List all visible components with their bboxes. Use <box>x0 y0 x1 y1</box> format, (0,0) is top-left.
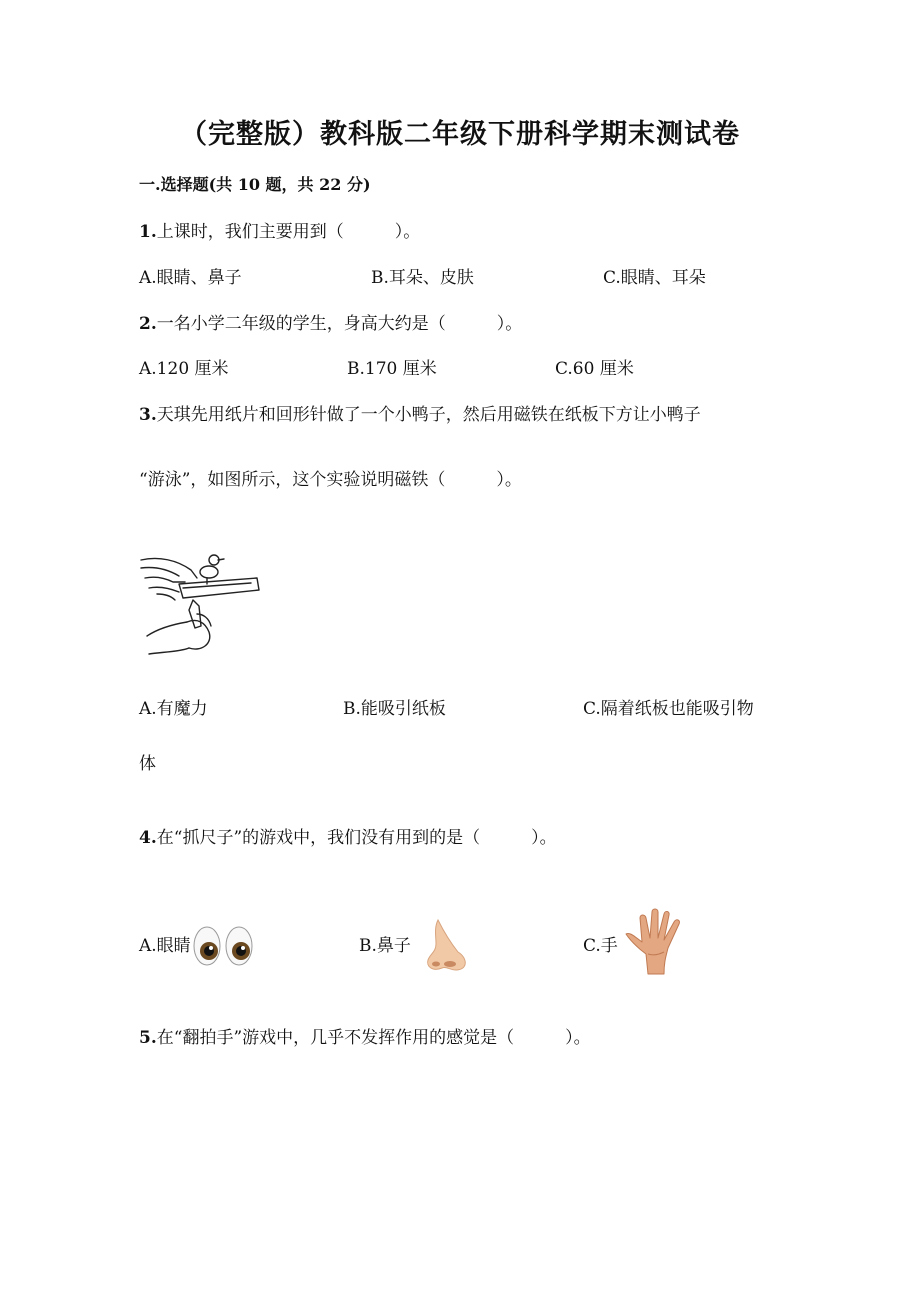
question-3 <box>139 400 701 425</box>
q3-option-a: A.有魔力 <box>139 699 208 719</box>
q4-option-a: A.眼睛 <box>139 936 191 956</box>
question-text: 天琪先用纸片和回形针做了一个小鸭子，然后用磁铁在纸板下方让小鸭子 <box>156 405 701 425</box>
question-2 <box>139 309 522 334</box>
question-text: 在“抓尺子”的游戏中，我们没有用到的是（ ）。 <box>156 828 557 848</box>
q1-option-c: C.眼睛、耳朵 <box>603 268 706 288</box>
q3-option-b: B.能吸引纸板 <box>343 699 446 719</box>
question-number: 1. <box>139 222 157 242</box>
question-number: 2. <box>139 314 157 334</box>
q1-option-a: A.眼睛、鼻子 <box>139 268 242 288</box>
question-number: 3. <box>139 405 157 425</box>
question-number: 5. <box>139 1028 157 1048</box>
question-5 <box>139 1023 591 1048</box>
question-3-line-2: “游泳”，如图所示，这个实验说明磁铁（ ）。 <box>139 470 522 490</box>
q1-option-b: B.耳朵、皮肤 <box>371 268 474 288</box>
question-1 <box>139 217 420 242</box>
q3-option-c: C.隔着纸板也能吸引物 <box>583 699 754 719</box>
magnet-duck-illustration <box>139 548 264 658</box>
question-4 <box>139 823 557 848</box>
question-text: 上课时，我们主要用到（ ）。 <box>156 222 421 242</box>
eyes-icon <box>192 924 254 968</box>
q4-option-c: C.手 <box>583 936 618 956</box>
nose-icon <box>424 918 470 972</box>
q2-option-a: A.120 厘米 <box>139 359 229 379</box>
q3-option-c-wrap: 体 <box>139 754 156 774</box>
page-title: （完整版）教科版二年级下册科学期末测试卷 <box>180 119 740 150</box>
question-text: 在“翻拍手”游戏中，几乎不发挥作用的感觉是（ ）。 <box>156 1028 591 1048</box>
q2-option-b: B.170 厘米 <box>347 359 437 379</box>
question-text: 一名小学二年级的学生，身高大约是（ ）。 <box>156 314 523 334</box>
q2-option-c: C.60 厘米 <box>555 359 634 379</box>
section-heading: 一.选择题(共 10 题，共 22 分) <box>139 175 371 194</box>
question-number: 4. <box>139 828 157 848</box>
hand-icon <box>624 908 692 976</box>
q4-option-b: B.鼻子 <box>359 936 411 956</box>
